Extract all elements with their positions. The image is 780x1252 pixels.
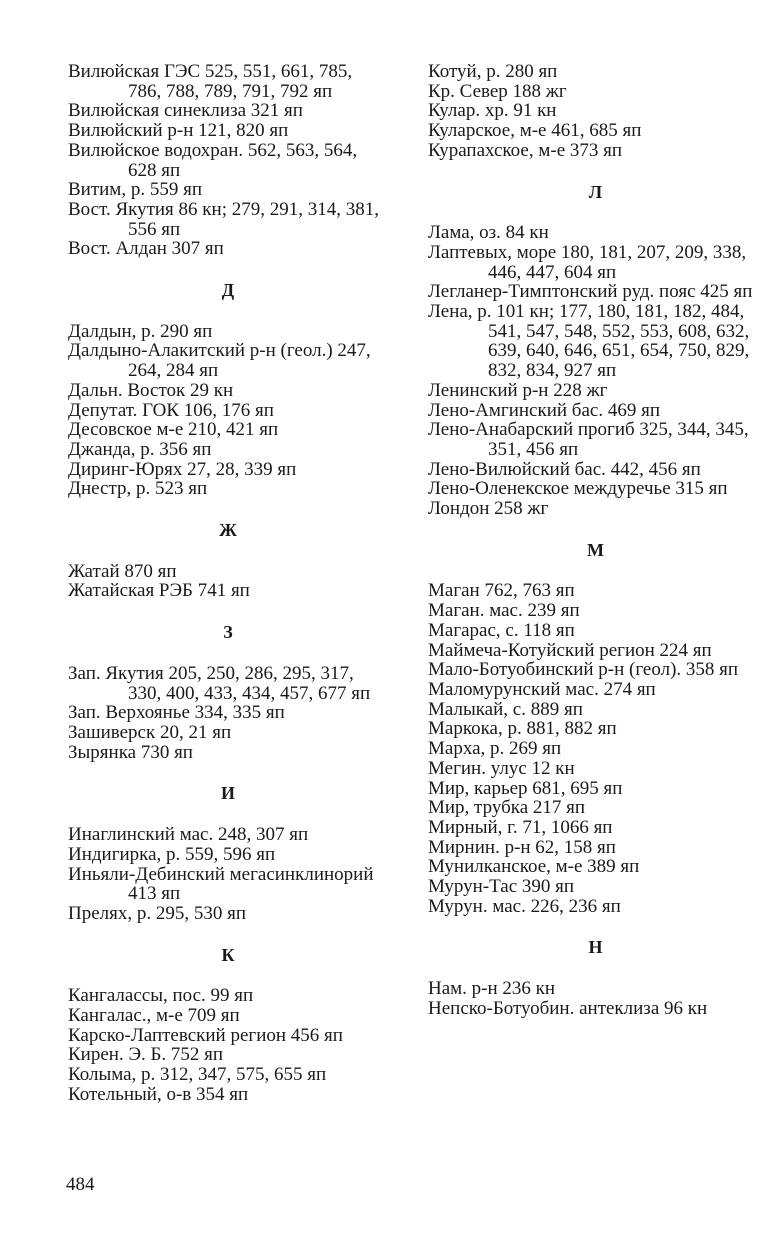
index-entry: Мегин. улус 12 кн [428,757,575,779]
section-letter: Д [221,280,235,301]
index-entry: Маган. мас. 239 яп [428,600,580,622]
index-entry: Лено-Вилюйский бас. 442, 456 яп [428,458,701,480]
index-entry: Мир, карьер 681, 695 яп [428,777,623,799]
index-entry: Прелях, р. 295, 530 яп [68,902,247,924]
section-letter: М [587,539,604,560]
index-entry: Маймеча-Котуйский регион 224 яп [428,639,712,661]
index-entry: Легланер-Тимптонский руд. пояс 425 яп [428,281,753,303]
index-entry: Зап. Якутия 205, 250, 286, 295, 317, 330, 400, 433, 434, 457, 677 яп [68,662,371,704]
index-entry: Карско-Лаптевский регион 456 яп [68,1024,343,1046]
index-entry: Кангалассы, пос. 99 яп [68,985,254,1007]
index-entry: Лено-Анабарский прогиб 325, 344, 345, 351, 456 яп [428,419,749,460]
section-letter: К [221,944,235,965]
index-entry: Витим, р. 559 яп [68,179,202,201]
right-column [428,62,763,1019]
index-entry: Кулар. хр. 91 кн [428,100,557,122]
index-entry: Ленинский р-н 228 жг [428,379,608,401]
index-entry: Кангалас., м-е 709 яп [68,1005,240,1027]
index-entry: Вилюйская синеклиза 321 яп [68,100,303,122]
index-entry: Маркока, р. 881, 882 яп [428,718,617,740]
index-entry: Мирнин. р-н 62, 158 яп [428,836,616,858]
index-entry: Лено-Оленекское междуречье 315 яп [428,478,728,500]
index-entry: Далдын, р. 290 яп [68,320,213,342]
index-entry: Котуй, р. 280 яп [428,61,558,82]
index-entry: Магарас, с. 118 яп [428,619,575,641]
index-entry: Жатай 870 яп [68,560,177,582]
section-letter: Л [588,181,603,202]
index-entry: Лено-Амгинский бас. 469 яп [428,399,660,421]
index-entry: Мало-Ботуобинский р-н (геол). 358 яп [428,659,739,681]
index-entry: Мурун-Тас 390 яп [428,876,575,898]
index-entry: Колыма, р. 312, 347, 575, 655 яп [68,1064,327,1086]
index-entry: Депутат. ГОК 106, 176 яп [68,399,274,421]
index-entry: Зашиверск 20, 21 яп [68,721,232,743]
index-entry: Десовское м-е 210, 421 яп [68,419,279,441]
index-entry: Маган 762, 763 яп [428,580,575,602]
index-entry: Кирен. Э. Б. 752 яп [68,1044,224,1066]
index-entry: Непско-Ботуобин. антеклиза 96 кн [428,997,708,1019]
index-entry: Мунилканское, м-е 389 яп [428,856,640,878]
index-entry: Куларское, м-е 461, 685 яп [428,120,642,142]
section-letter: Ж [219,520,237,541]
index-entry: Малыкай, с. 889 яп [428,698,583,720]
index-entry: Далдыно-Алакитский р-н (геол.) 247, 264, 284 яп [68,340,371,382]
section-letter: З [223,622,233,643]
index-entry: Лама, оз. 84 кн [428,222,549,244]
index-entry: Вилюйская ГЭС 525, 551, 661, 785, 786, 788, 789, 791, 792 яп [68,61,353,102]
index-entry: Жатайская РЭБ 741 яп [68,580,250,602]
page-number: 484 [66,1174,95,1195]
index-entry: Нам. р-н 236 кн [428,978,556,1000]
index-entry: Мурун. мас. 226, 236 яп [428,895,621,917]
index-entry: Зап. Верхоянье 334, 335 яп [68,702,285,724]
index-entry: Мир, трубка 217 яп [428,797,586,819]
index-entry: Инаглинский мас. 248, 307 яп [68,824,309,846]
index-entry: Вилюйское водохран. 562, 563, 564, 628 яп [68,139,358,181]
index-entry: Днестр, р. 523 яп [68,478,208,500]
index-entry: Индигирка, р. 559, 596 яп [68,843,276,865]
index-entry: Лена, р. 101 кн; 177, 180, 181, 182, 484, 541, 547, 548, 552, 553, 608, 632, 639, 640, 646, 651, 654, 750, 829, 832, 834, 927 яп [428,301,750,382]
index-entry: Зырянка 730 яп [68,741,193,763]
index-entry: Дальн. Восток 29 кн [68,379,234,401]
index-entry: Иньяли-Дебинский мегасинклинорий 413 яп [68,863,374,905]
index-entry: Курапахское, м-е 373 яп [428,139,623,161]
index-entry: Лондон 258 жг [428,498,549,520]
index-entry: Маломурунский мас. 274 яп [428,678,656,700]
index-entry: Диринг-Юрях 27, 28, 339 яп [68,458,297,480]
index-entry: Вост. Алдан 307 яп [68,238,224,260]
index-entry: Кр. Север 188 жг [428,80,567,102]
section-letter: Н [588,937,603,958]
index-entry: Мирный, г. 71, 1066 яп [428,816,613,838]
index-entry: Вилюйский р-н 121, 820 яп [68,120,289,142]
index-entry: Марха, р. 269 яп [428,738,562,760]
index-entry: Лаптевых, море 180, 181, 207, 209, 338, 446, 447, 604 яп [428,241,747,283]
index-entry: Вост. Якутия 86 кн; 279, 291, 314, 381, 556 яп [68,198,379,240]
index-entry: Джанда, р. 356 яп [68,438,212,460]
index-entry: Котельный, о-в 354 яп [68,1083,249,1105]
section-letter: И [220,783,235,804]
left-column [68,62,388,1105]
